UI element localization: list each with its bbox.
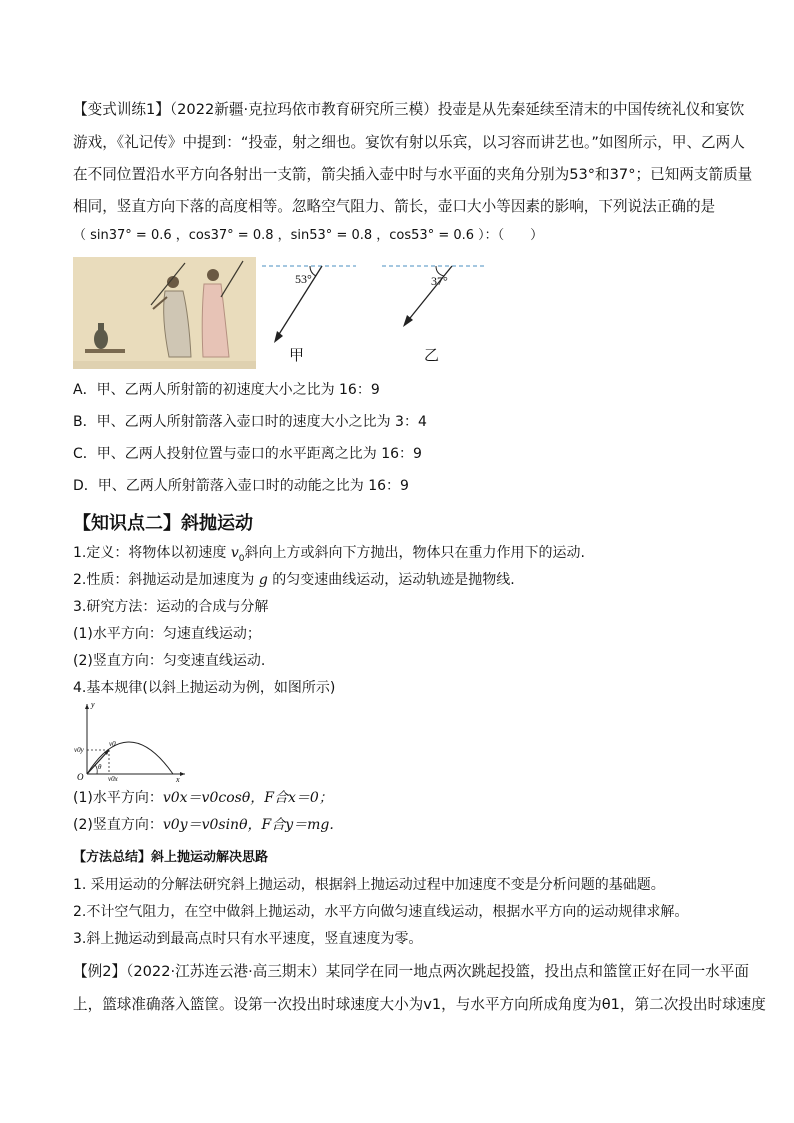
axis-y-label: y [91, 700, 95, 709]
method-line: 3.研究方法：运动的合成与分解 [73, 599, 269, 615]
summary-title: 【方法总结】斜上抛运动解决思路 [73, 850, 269, 865]
definition-line: 1.定义：将物体以初速度 $v_0$斜向上方或斜向下方抛出，物体只在重力作用下的运动. [73, 545, 585, 564]
painting-illustration [73, 257, 256, 369]
label-yi: 乙 [424, 346, 440, 364]
angle-yi: 37° [431, 274, 448, 288]
v0y-label: v0y [74, 746, 84, 754]
example2-line-2: 上，篮球准确落入篮筐。设第一次投出时球速度大小为v1，与水平方向所成角度为θ1，第二次投出时球速度 [73, 996, 766, 1013]
summary-item-3: 3.斜上抛运动到最高点时只有水平速度，竖直速度为零。 [73, 931, 423, 947]
v0x-label: v0x [108, 775, 118, 782]
angle-jia: 53° [295, 272, 312, 286]
law-line: 4.基本规律(以斜上抛运动为例，如图所示) [73, 680, 336, 696]
label-jia: 甲 [289, 346, 305, 364]
option-b[interactable]: B．甲、乙两人所射箭落入壶口时的速度大小之比为 3：4 [73, 414, 427, 430]
v0-label: v0 [109, 740, 116, 748]
theta-label: θ [98, 763, 102, 771]
exercise-line-1: 【变式训练1】（2022新疆·克拉玛依市教育研究所三模）投壶是从先秦延续至清末的中国传统礼仪和宴饮 [73, 101, 745, 118]
arrow-diagram [258, 257, 498, 372]
exercise-line-2: 游戏，《礼记传》中提到：“投壶，射之细也。宴饮有射以乐宾，以习容而讲艺也。”如图所示，甲、乙两人 [73, 134, 745, 151]
origin-label: O [77, 772, 84, 782]
vertical-formula: (2)竖直方向：v0y＝v0sinθ，F合y＝mg. [73, 817, 334, 833]
option-d[interactable]: D．甲、乙两人所射箭落入壶口时的动能之比为 16：9 [73, 478, 409, 494]
exercise-line-3: 在不同位置沿水平方向各射出一支箭，箭尖插入壶中时与水平面的夹角分别为53°和37°；已知两支箭质量 [73, 166, 753, 183]
projectile-diagram [73, 700, 188, 782]
method-vertical: (2)竖直方向：匀变速直线运动. [73, 653, 266, 669]
horizontal-formula: (1)水平方向：v0x＝v0cosθ，F合x＝0； [73, 790, 333, 806]
summary-item-2: 2.不计空气阻力，在空中做斜上抛运动，水平方向做匀速直线运动，根据水平方向的运动规律求解。 [73, 904, 689, 920]
example2-line-1: 【例2】（2022·江苏连云港·高三期末）某同学在同一地点两次跳起投篮，投出点和篮筐正好在同一水平面 [73, 963, 749, 980]
method-horizontal: (1)水平方向：匀速直线运动； [73, 626, 261, 642]
property-line: 2.性质：斜抛运动是加速度为 g 的匀变速曲线运动，运动轨迹是抛物线. [73, 572, 515, 588]
exercise-line-5: （ sin37° = 0.6 ，cos37° = 0.8 ，sin53° = 0.8 ，cos53° = 0.6 ）：（ ） [73, 228, 544, 243]
option-a[interactable]: A．甲、乙两人所射箭的初速度大小之比为 16：9 [73, 382, 380, 398]
axis-x-label: x [176, 775, 180, 782]
option-c[interactable]: C．甲、乙两人投射位置与壶口的水平距离之比为 16：9 [73, 446, 422, 462]
exercise-line-4: 相同，竖直方向下落的高度相等。忽略空气阻力、箭长，壶口大小等因素的影响，下列说法正确的是 [73, 198, 716, 215]
section-heading: 【知识点二】斜抛运动 [73, 513, 253, 534]
summary-item-1: 1. 采用运动的分解法研究斜上抛运动，根据斜上抛运动过程中加速度不变是分析问题的基础题。 [73, 877, 665, 893]
